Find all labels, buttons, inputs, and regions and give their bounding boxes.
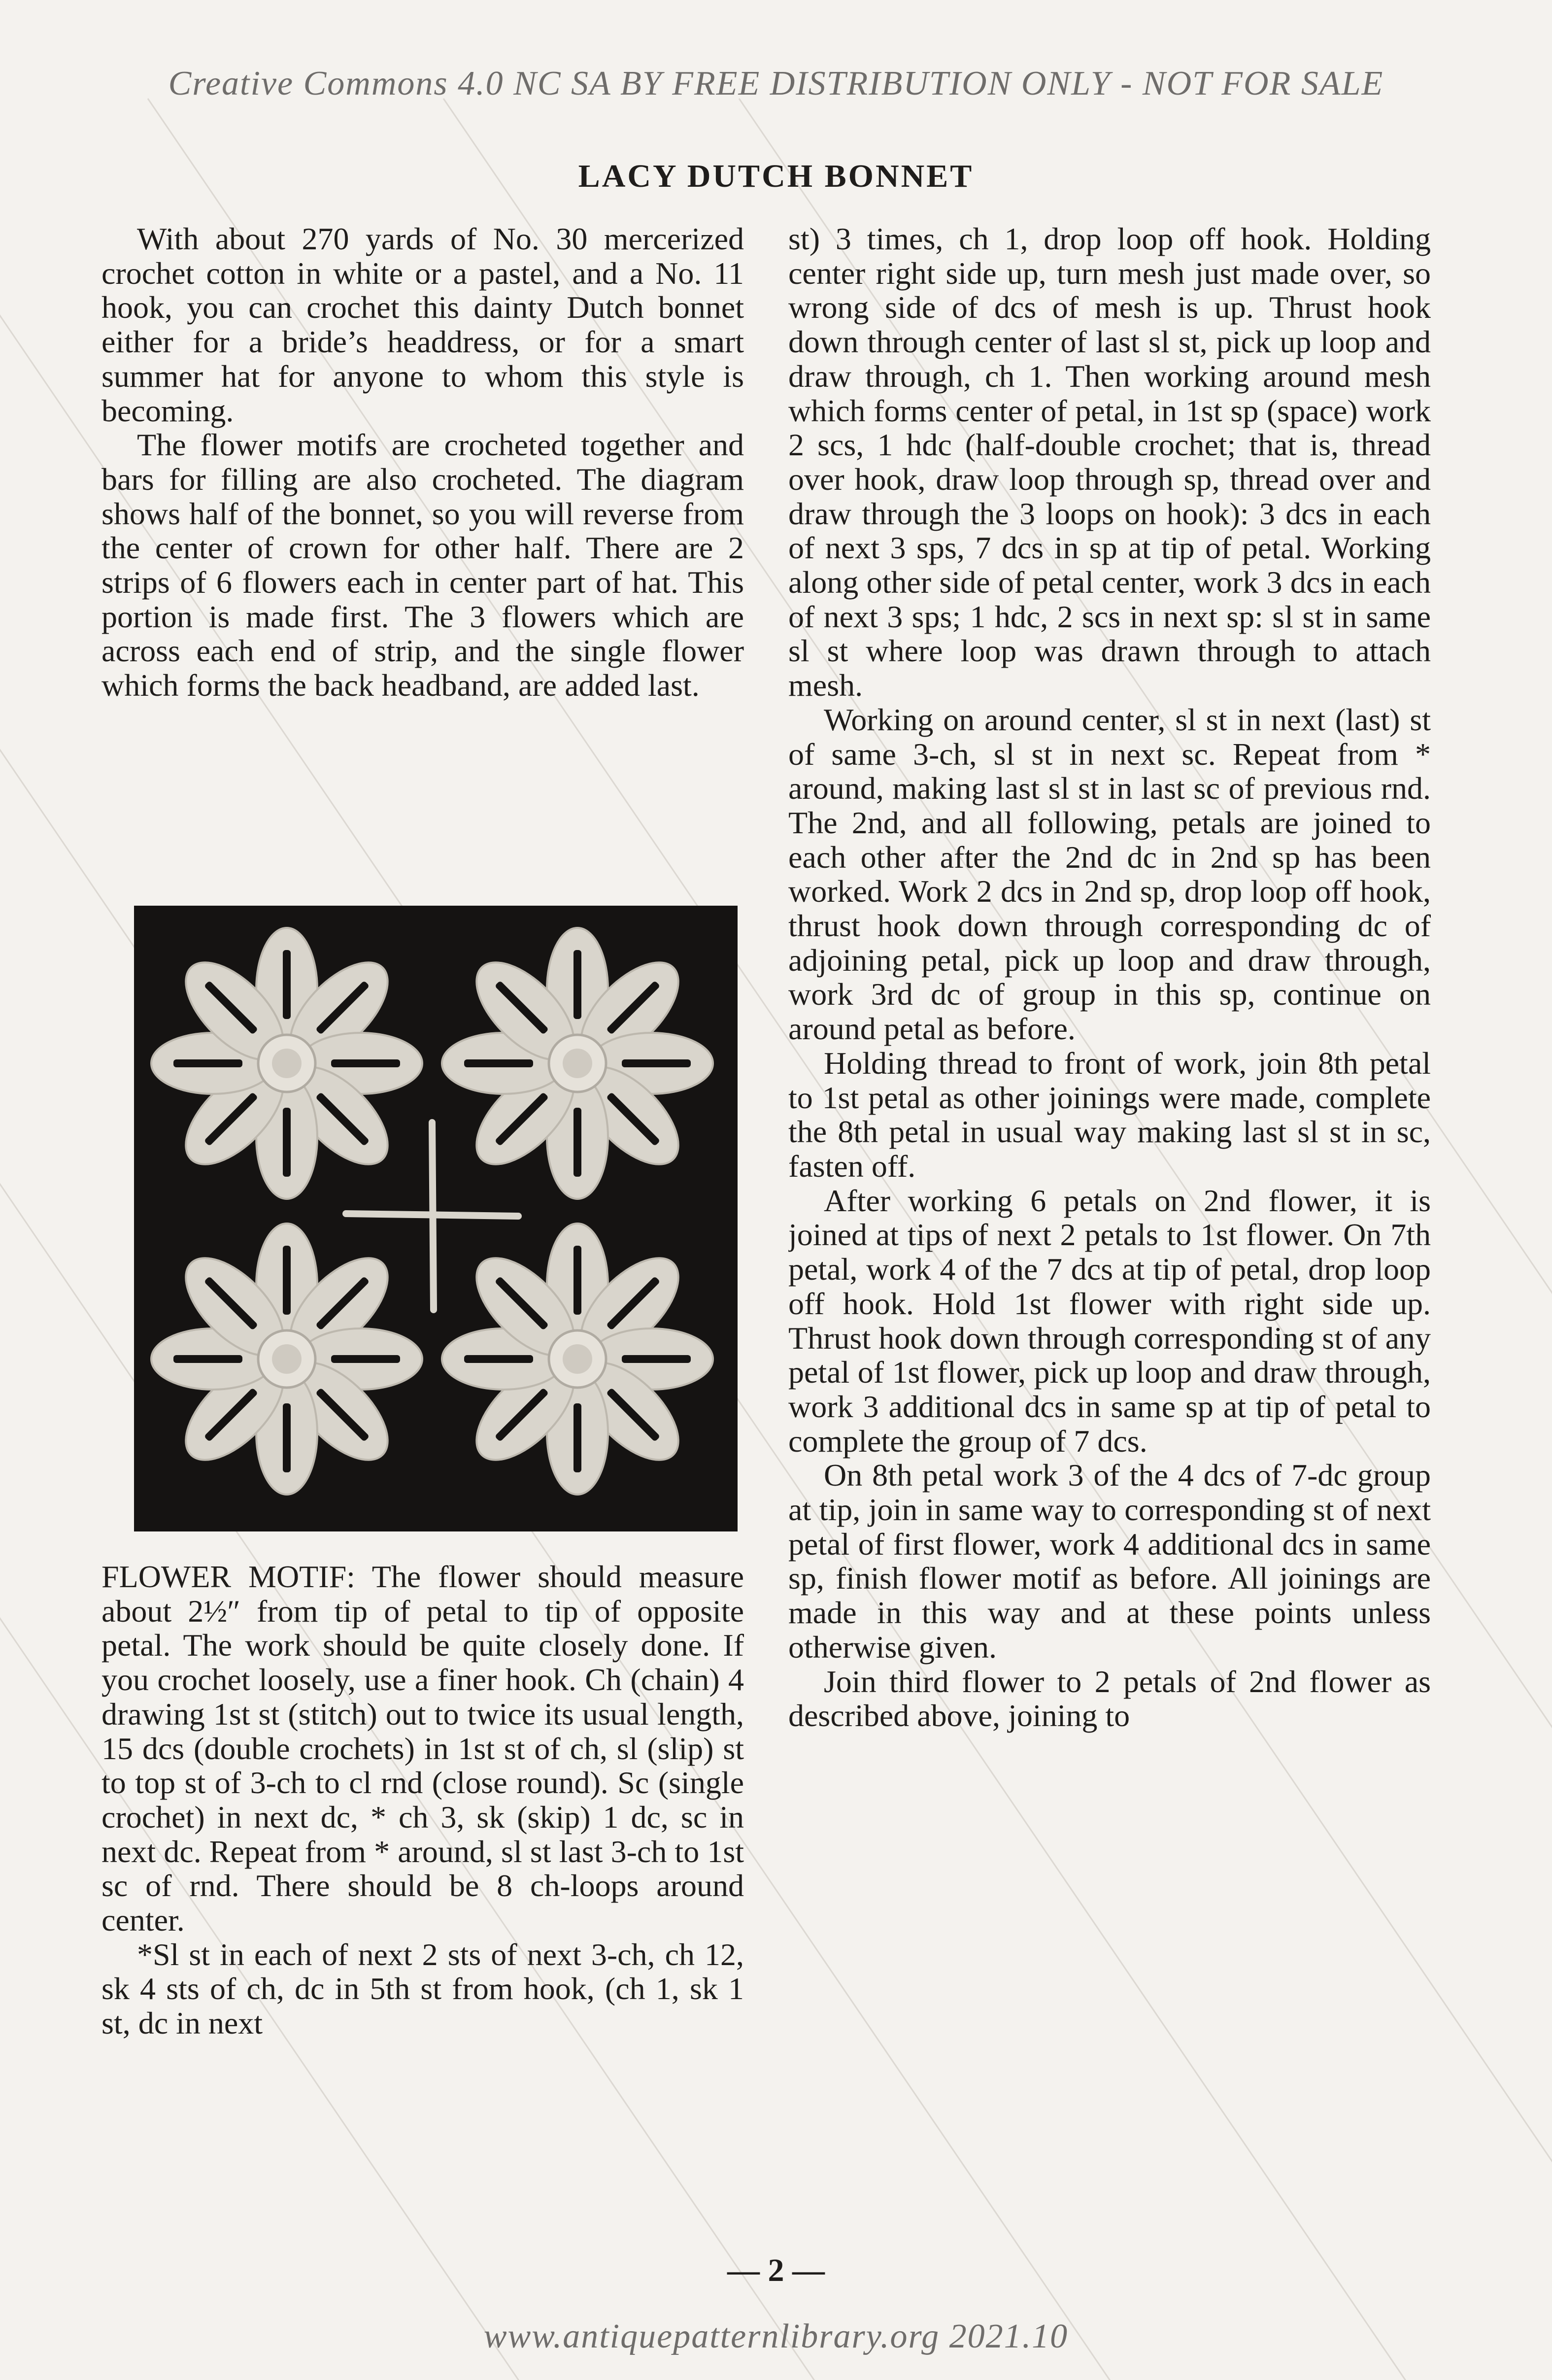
crochet-flower [151,1224,422,1495]
crochet-flowers-illustration [134,906,738,1531]
license-notice: Creative Commons 4.0 NC SA BY FREE DISTRIBUTION ONLY - NOT FOR SALE [168,65,1384,102]
instructions-paragraph: Working on around center, sl st in next (last) st of same 3-ch, sl st in next sc. Repeat from * around, making last sl st in last sc of previous rnd. The 2nd, and all following, petals are joined to each other after the 2nd dc in 2nd sp has been worked. Work 2 dcs in 2nd sp, drop loop off hook, thrust hook down through corresponding dc of adjoining petal, pick up loop and draw through, work 3rd dc of group in this sp, continue on around petal as before. [788,702,1431,1047]
crochet-flower [442,928,713,1199]
instructions-paragraph: st) 3 times, ch 1, drop loop off hook. Holding center right side up, turn mesh just made over, so wrong side of dcs of mesh is up. Thrust hook down through center of last sl st, pick up loop and draw through, ch 1. Then working around mesh which forms center of petal, in 1st sp (space) work 2 scs, 1 hdc (half-double crochet; that is, thread over hook, draw loop through sp, thread over and draw through the 3 loops on hook): 3 dcs in each of next 3 sps, 7 dcs in sp at tip of petal. Working along other side of petal center, work 3 dcs in each of next 3 sps; 1 hdc, 2 scs in next sp: sl st in same sl st where loop was drawn through to attach mesh. [788,222,1431,703]
intro-column [101,222,744,857]
instructions-paragraph: After working 6 petals on 2nd flower, it is joined at tips of next 2 petals to 1st flower. On 7th petal, work 4 of the 7 dcs at tip of petal, drop loop off hook. Hold 1st flower with right side up. Thrust hook down through corresponding st of any petal of 1st flower, pick up loop and draw through, work 3 additional dcs in same sp at tip of petal to complete the group of 7 dcs. [788,1183,1431,1459]
footer-url: www.antiquepatternlibrary.org 2021.10 [483,2317,1069,2355]
article-title: LACY DUTCH BONNET [578,158,974,194]
flower-motif-column [101,1560,744,2230]
crochet-flower [151,928,422,1199]
flower-motif-paragraph: *Sl st in each of next 2 sts of next 3-ch, ch 12, sk 4 sts of ch, dc in 5th st from hook, (ch 1, sk 1 st, dc in next [101,1937,744,2041]
crochet-flowers-photo [134,906,738,1531]
intro-paragraph: With about 270 yards of No. 30 mercerized crochet cotton in white or a pastel, and a No. 11 hook, you can crochet this dainty Dutch bonnet either for a bride’s headdress, or for a smart summer hat for anyone to whom this style is becoming. [101,222,744,428]
flower-motif-paragraph: FLOWER MOTIF: The flower should measure about 2½″ from tip of petal to tip of opposite petal. The work should be quite closely done. If you crochet loosely, use a finer hook. Ch (chain) 4 drawing 1st st (stitch) out to twice its usual length, 15 dcs (double crochets) in 1st st of ch, sl (slip) st to top st of 3-ch to cl rnd (close round). Sc (single crochet) in next dc, * ch 3, sk (skip) 1 dc, sc in next dc. Repeat from * around, sl st last 3-ch to 1st sc of rnd. There should be 8 ch-loops around center. [101,1560,744,1938]
instructions-paragraph: Join third flower to 2 petals of 2nd flower as described above, joining to [788,1664,1431,1734]
instructions-column [788,222,1431,2230]
instructions-paragraph: On 8th petal work 3 of the 4 dcs of 7-dc group at tip, join in same way to corresponding st of next petal of first flower, work 4 additional dcs in same sp, finish flower motif as before. All joinings are made in this way and at these points unless otherwise given. [788,1458,1431,1665]
page-number: — 2 — [727,2252,825,2288]
intro-paragraph: The flower motifs are crocheted together and bars for filling are also crocheted. The diagram shows half of the bonnet, so you will reverse from the center of crown for other half. There are 2 strips of 6 flowers each in center part of hat. This portion is made first. The 3 flowers which are across each end of strip, and the single flower which forms the back headband, are added last. [101,427,744,703]
instructions-paragraph: Holding thread to front of work, join 8th petal to 1st petal as other joinings were made, complete the 8th petal in usual way making last sl st in sc, fasten off. [788,1045,1431,1184]
crochet-flower [442,1224,713,1495]
